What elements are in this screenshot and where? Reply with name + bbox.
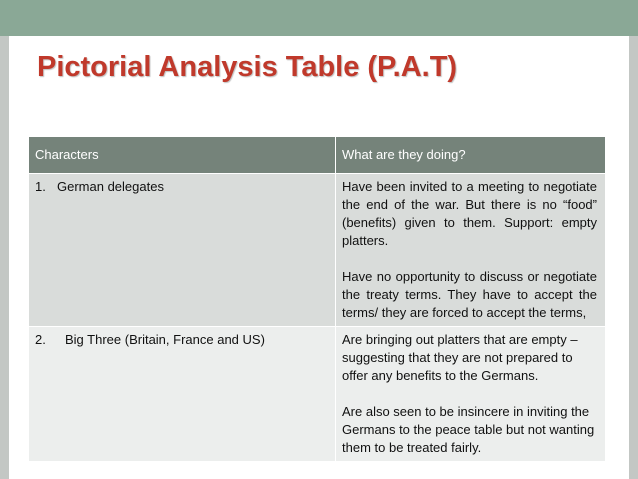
description-paragraph: Are also seen to be insincere in inviting the Germans to the peace table but not wanting them to be treated fairly.	[342, 404, 595, 455]
row-number: 2.	[35, 332, 46, 347]
pictorial-analysis-table	[28, 136, 606, 462]
description-paragraph: Are bringing out platters that are empty – suggesting that they are not prepared to offer any benefits to the Germans.	[342, 332, 578, 383]
top-banner	[0, 0, 638, 36]
header-what-are-they-doing: What are they doing?	[336, 137, 606, 174]
character-cell	[29, 174, 336, 327]
left-border	[0, 36, 9, 479]
description-cell	[336, 327, 606, 462]
description-paragraph: Have been invited to a meeting to negotiate the end of the war. But there is no “food” (benefits) given to them. Support: empty platters.	[342, 179, 597, 248]
description-paragraph: Have no opportunity to discuss or negotiate the treaty terms. They have to accept the terms/ they are forced to accept the terms,	[342, 269, 597, 320]
table-row	[29, 327, 606, 462]
slide-title: Pictorial Analysis Table (P.A.T)	[37, 51, 458, 83]
character-cell	[29, 327, 336, 462]
table-header-row	[29, 137, 606, 174]
character-name: Big Three (Britain, France and US)	[65, 332, 265, 347]
description-cell	[336, 174, 606, 327]
table-row	[29, 174, 606, 327]
character-name: German delegates	[57, 179, 164, 194]
header-characters: Characters	[29, 137, 336, 174]
row-number: 1.	[35, 179, 46, 194]
right-border	[629, 36, 638, 479]
